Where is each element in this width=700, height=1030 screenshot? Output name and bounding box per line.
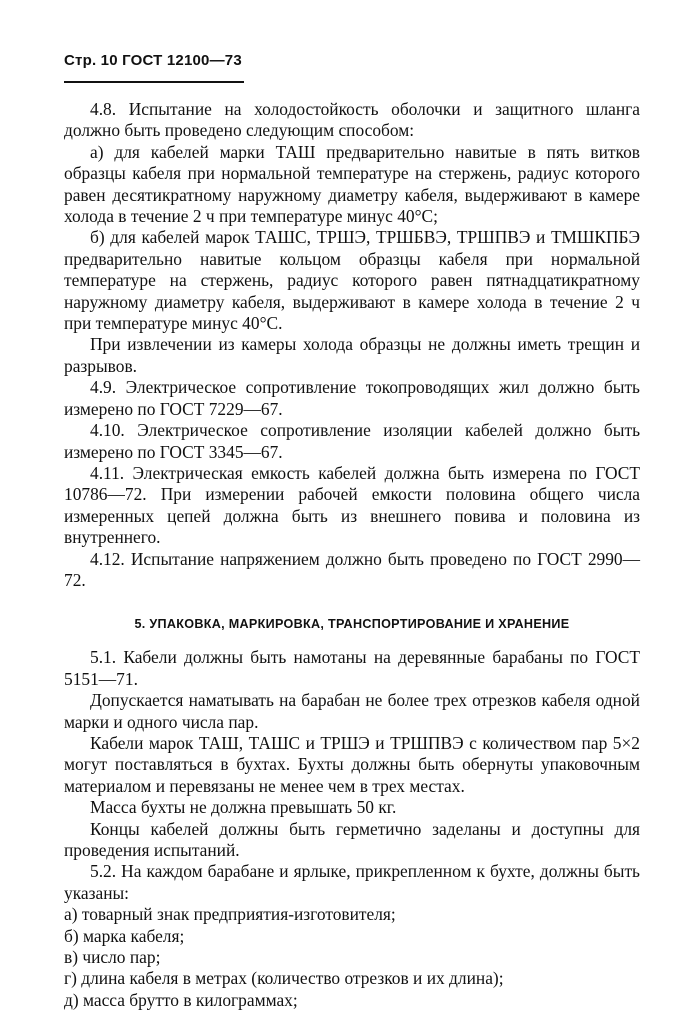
paragraph-4-8: 4.8. Испытание на холодостойкость оболочки и защитного шланга должно быть проведено следующим способом: xyxy=(64,99,640,141)
list-item: д) масса брутто в килограммах; xyxy=(64,989,298,1010)
section-5-title: 5. УПАКОВКА, МАРКИРОВКА, ТРАНСПОРТИРОВАНИЕ И ХРАНЕНИЕ xyxy=(134,617,570,632)
list-item: г) длина кабеля в метрах (количество отрезков и их длина); xyxy=(64,968,504,989)
paragraph-4-11: 4.11. Электрическая емкость кабелей должна быть измерена по ГОСТ 10786—72. При измерении рабочей емкости половина общего числа измеренных цепей должна быть из внешнего повива и половина из внутреннего. xyxy=(64,462,640,548)
section-5-body xyxy=(64,647,640,1011)
paragraph-4-12: 4.12. Испытание напряжением должно быть проведено по ГОСТ 2990—72. xyxy=(64,548,640,590)
list-item: в) число пар; xyxy=(64,947,161,968)
running-header: Стр. 10 ГОСТ 12100—73 xyxy=(64,52,242,69)
paragraph-4-8-a: а) для кабелей марки ТАШ предварительно навитые в пять витков образцы кабеля при нормальной температуре на стержень, радиус которого равен десятикратному наружному диаметру кабеля, выдерживают в камере холода в течение 2 ч при температуре минус 40°С; xyxy=(64,141,640,227)
list-item: а) товарный знак предприятия-изготовителя; xyxy=(64,904,396,925)
paragraph-5-1: 5.1. Кабели должны быть намотаны на деревянные барабаны по ГОСТ 5151—71. xyxy=(64,647,640,689)
paragraph-5-2: 5.2. На каждом барабане и ярлыке, прикрепленном к бухте, должны быть указаны: xyxy=(64,861,640,903)
paragraph-5-1-allowed: Допускается наматывать на барабан не более трех отрезков кабеля одной марки и одного числа пар. xyxy=(64,690,640,732)
paragraph-5-1-mass: Масса бухты не должна превышать 50 кг. xyxy=(90,797,397,818)
paragraph-4-10: 4.10. Электрическое сопротивление изоляции кабелей должно быть измерено по ГОСТ 3345—67. xyxy=(64,420,640,462)
paragraph-5-1-coils: Кабели марок ТАШ, ТАШС и ТРШЭ и ТРШПВЭ с количеством пар 5×2 могут поставляться в бухтах. Бухты должны быть обернуты упаковочным материалом и перевязаны не менее чем в трех местах. xyxy=(64,732,640,796)
document-page xyxy=(64,52,640,1011)
paragraph-4-8-b: б) для кабелей марок ТАШС, ТРШЭ, ТРШБВЭ, ТРШПВЭ и ТМШКПБЭ предварительно навитые кольцом образцы кабеля при нормальной температуре на стержень, радиус которого равен пятнадцатикратному наружному диаметру кабеля, выдерживают в камере холода в течение 2 ч при температуре минус 40°С. xyxy=(64,227,640,334)
list-item: б) марка кабеля; xyxy=(64,925,185,946)
header-rule xyxy=(64,81,244,83)
paragraph-4-8-note: При извлечении из камеры холода образцы не должны иметь трещин и разрывов. xyxy=(64,334,640,376)
paragraph-5-1-ends: Концы кабелей должны быть герметично заделаны и доступны для проведения испытаний. xyxy=(64,818,640,860)
section-4-body xyxy=(64,99,640,591)
paragraph-4-9: 4.9. Электрическое сопротивление токопроводящих жил должно быть измерено по ГОСТ 7229—67. xyxy=(64,377,640,419)
